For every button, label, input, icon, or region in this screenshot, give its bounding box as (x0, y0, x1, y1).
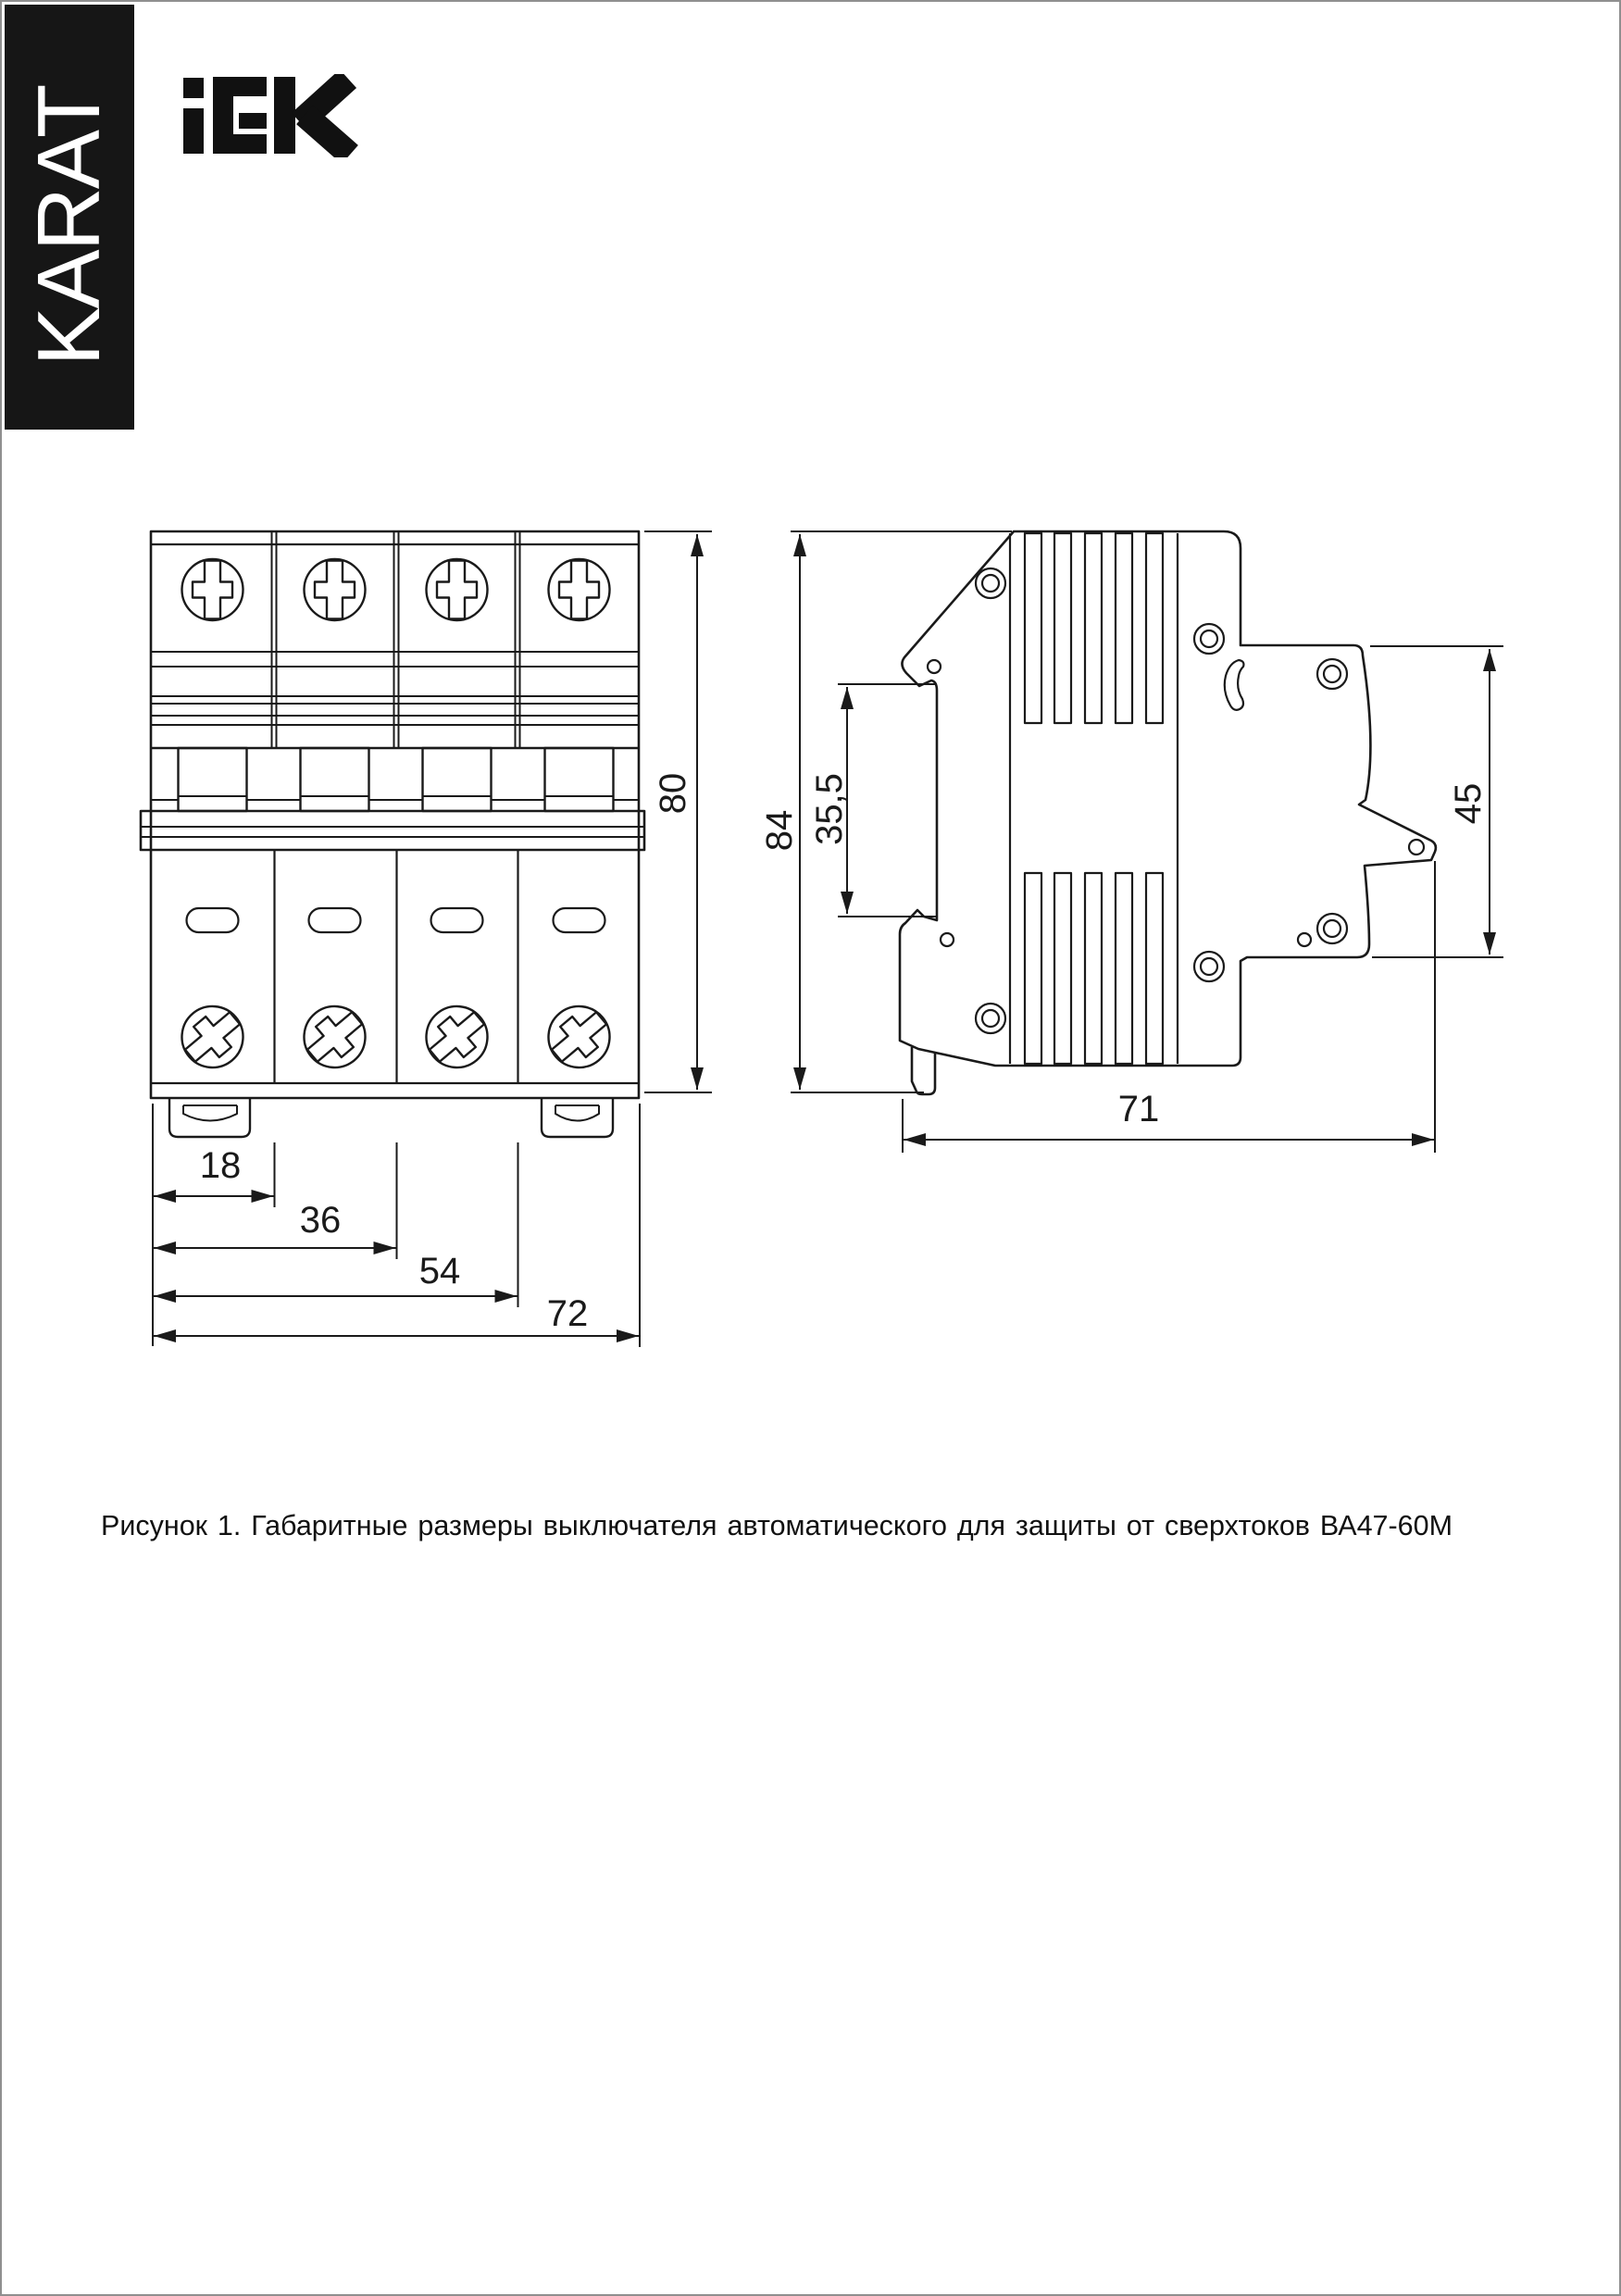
dim-label-84: 84 (759, 809, 800, 852)
comma-slot (1225, 660, 1244, 710)
terminal-screw-icons-top (182, 559, 610, 620)
dimension-drawing (2, 2, 1621, 2296)
front-view (141, 531, 644, 1137)
karat-brand-label: KARAT (19, 85, 118, 367)
dim-label-18: 18 (199, 1145, 242, 1186)
dim-label-45: 45 (1448, 782, 1489, 825)
vent-slots-side-top (1025, 533, 1163, 723)
dim-label-36: 36 (299, 1200, 342, 1241)
toggle-handles (179, 748, 614, 811)
dim-label-71: 71 (1117, 1089, 1160, 1129)
dim-label-54: 54 (418, 1251, 461, 1292)
rivet-icons (928, 568, 1347, 1033)
figure-caption: Рисунок 1. Габаритные размеры выключателя автоматического для защиты от сверхтоков ВА47-60М (101, 1510, 1453, 1541)
dim-label-72: 72 (546, 1293, 589, 1334)
dimension-lines (153, 531, 1503, 1347)
toggle-bar (141, 811, 644, 850)
dim-label-80: 80 (653, 772, 693, 815)
side-view (900, 531, 1436, 1094)
din-tabs (169, 1098, 613, 1137)
vent-slots-side-bottom (1025, 873, 1163, 1064)
dim-label-35-5: 35,5 (809, 773, 850, 845)
